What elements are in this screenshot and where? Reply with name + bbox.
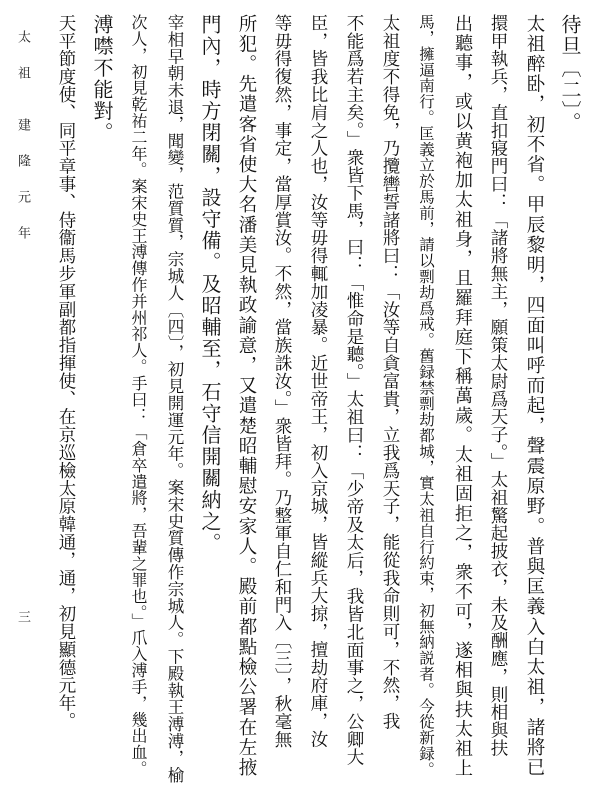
text-column-14: 溥噤不能對。 bbox=[90, 14, 114, 144]
text-column-1: 待旦〔二〕。 bbox=[558, 14, 582, 134]
text-column-15: 天平節度使、同平章事、侍衞馬步軍副都指揮使、在京巡檢太原韓通，通，初見顯德元年。 bbox=[56, 14, 76, 730]
page-number: 三 bbox=[15, 610, 30, 627]
text-column-2: 太祖醉卧，初不省。甲辰黎明，四面叫呼而起，聲震原野。普與匡義入白太祖，諸將已 bbox=[524, 14, 545, 778]
text-column-9: 等毋得復然，事定，當厚賞汝。不然，當族誅汝。」衆皆拜。乃整軍自仁和門入〔三〕，秋毫無 bbox=[272, 14, 292, 749]
text-column-5: 馬，擁逼南行。匡義立於馬前，請以剽劫爲戒。舊録禁剽劫都城，實太祖自行約束，初無納説者。今從新録。 bbox=[417, 14, 435, 778]
text-column-6: 太祖度不得免，乃攬轡誓諸將曰：「汝等自貪富貴，立我爲天子，能從我命則可，不然，我 bbox=[380, 14, 400, 730]
text-column-11: 門內，時方閉關，設守備。及昭輔至，石守信開關納之。 bbox=[198, 14, 222, 554]
text-column-7: 不能爲若主矣。」衆皆下馬，曰：「惟命是聽。」太祖曰：「少帝及太后，我皆北面事之，公卿大 bbox=[344, 14, 364, 767]
running-title: 太 祖 bbox=[15, 30, 30, 83]
text-column-10: 所犯。先遣客省使大名潘美見執政諭意，又遣楚昭輔慰安家人。殿前都點檢公署在左掖 bbox=[236, 14, 257, 778]
text-column-4: 出聽事，或以黄袍加太祖身，且羅拜庭下稱萬歲。太祖固拒之，衆不可，遂相與扶太祖上 bbox=[452, 14, 473, 779]
year-label: 建 隆 元 年 bbox=[15, 118, 30, 243]
text-column-12: 宰相早朝未退，聞變，范質質，宗城人〔四〕，初見開運元年。案宋史質傳作宗城人。下殿執王溥溥，榆 bbox=[165, 14, 184, 784]
text-column-3: 擐甲執兵，直扣寢門曰：「諸將無主，願策太尉爲天子。」太祖驚起披衣，未及酬應，則相與扶 bbox=[488, 14, 508, 758]
text-column-13: 次人，初見乾祐二年。案宋史王溥傳作并州祁人。手曰：「倉卒遣將，吾輩之罪也。」爪入溥手，幾出血。 bbox=[129, 14, 148, 777]
text-column-8: 臣，皆我比肩之人也，汝等毋得輒加凌暴。近世帝王，初入京城，皆縱兵大掠，擅劫府庫，汝 bbox=[308, 14, 328, 748]
